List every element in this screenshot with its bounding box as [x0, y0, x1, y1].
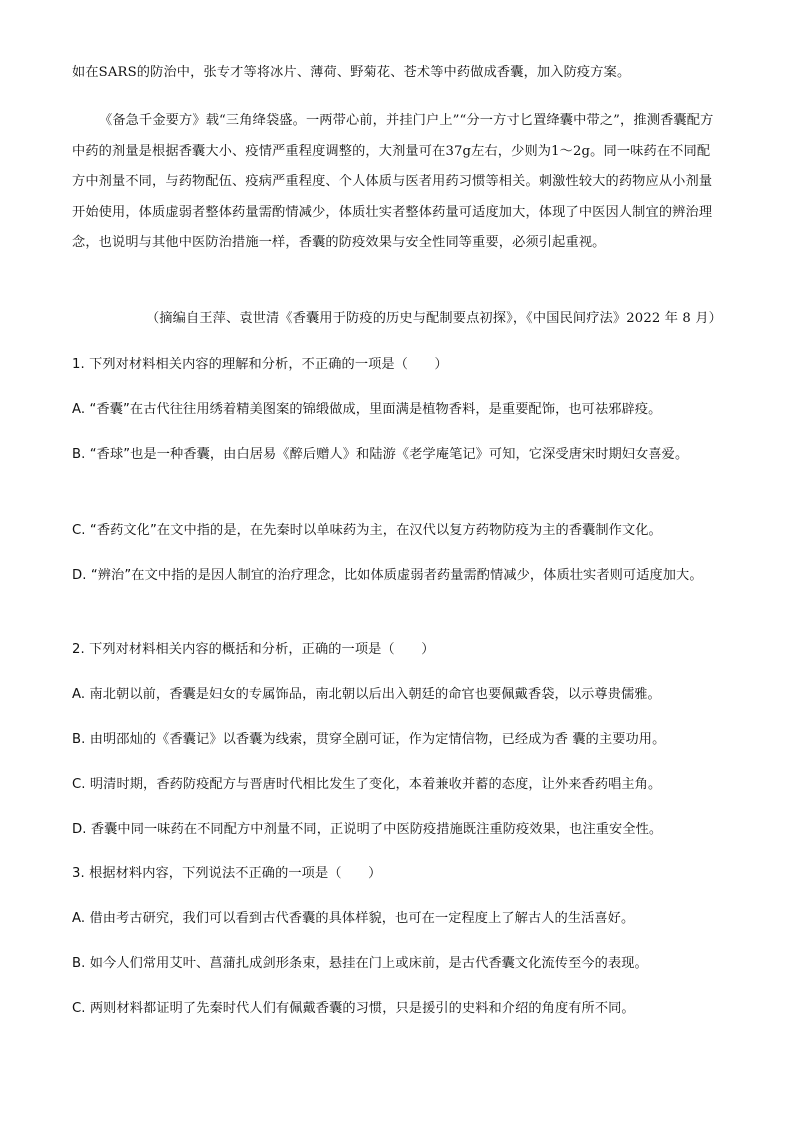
question-3-option-a[interactable]: A. 借由考古研究，我们可以看到古代香囊的具体样貌，也可在一定程度上了解古人的生活喜好。	[72, 911, 635, 926]
question-2-option-d[interactable]: D. 香囊中同一味药在不同配方中剂量不同，正说明了中医防疫措施既注重防疫效果，也注重安全性。	[72, 822, 663, 837]
question-1-option-b[interactable]: B. “香球”也是一种香囊，由白居易《醉后赠人》和陆游《老学庵笔记》可知，它深受唐宋时期妇女喜爱。	[72, 447, 689, 462]
question-2-option-a[interactable]: A. 南北朝以前，香囊是妇女的专属饰品，南北朝以后出入朝廷的命官也要佩戴香袋，以示尊贵儒雅。	[72, 687, 661, 702]
question-1-stem: 1. 下列对材料相关内容的理解和分析，不正确的一项是（ ）	[72, 357, 448, 372]
passage-paragraph-tail: 如在SARS的防治中，张专才等将冰片、薄荷、野菊花、苍术等中药做成香囊，加入防疫方案。	[72, 65, 631, 80]
question-3-option-c[interactable]: C. 两则材料都证明了先秦时代人们有佩戴香囊的习惯，只是援引的史料和介绍的角度有所不同。	[72, 1001, 635, 1016]
question-1-option-c[interactable]: C. “香药文化”在文中指的是，在先秦时以单味药为主，在汉代以复方药物防疫为主的香囊制作文化。	[72, 523, 662, 538]
question-1-option-d[interactable]: D. “辨治”在文中指的是因人制宜的治疗理念，比如体质虚弱者药量需酌情减少，体质壮实者则可适度加大。	[72, 568, 703, 583]
question-3-stem: 3. 根据材料内容，下列说法不正确的一项是（ ）	[72, 866, 382, 881]
question-1-option-a[interactable]: A. “香囊”在古代往往用绣着精美图案的锦缎做成，里面满是植物香料，是重要配饰，也可祛邪辟疫。	[72, 402, 662, 417]
question-2-option-b[interactable]: B. 由明邵灿的《香囊记》以香囊为线索，贯穿全剧可证，作为定情信物，已经成为香 囊的主要功用。	[72, 732, 666, 747]
question-2-stem: 2. 下列对材料相关内容的概括和分析，正确的一项是（ ）	[72, 642, 435, 657]
question-2-option-c[interactable]: C. 明清时期，香药防疫配方与晋唐时代相比发生了变化，本着兼收并蓄的态度，让外来香药唱主角。	[72, 777, 662, 792]
source-citation: （摘编自王萍、袁世清《香囊用于防疫的历史与配制要点初探》，《中国民间疗法》2022 年 8 月）	[145, 311, 722, 326]
question-3-option-b[interactable]: B. 如今人们常用艾叶、菖蒲扎成剑形条束，悬挂在门上或床前，是古代香囊文化流传至今的表现。	[72, 956, 648, 971]
passage-paragraph: 《备急千金要方》载“三角绛袋盛。一两带心前，并挂门户上”“分一方寸匕置绛囊中带之”，推测香囊配方中药的剂量是根据香囊大小、疫情严重程度调整的，大剂量可在37g左右，少则为1～2g。同一味药在不同配方中剂量不同，与药物配伍、疫病严重程度、个人体质与医者用药习惯等相关。刺激性较大的药物应从小剂量开始使用，体质虚弱者整体药量需酌情减少，体质壮实者整体药量可适度加大，体现了中医因人制宜的辨治理念，也说明与其他中医防治措施一样，香囊的防疫效果与安全性同等重要，必须引起重视。	[72, 113, 714, 251]
